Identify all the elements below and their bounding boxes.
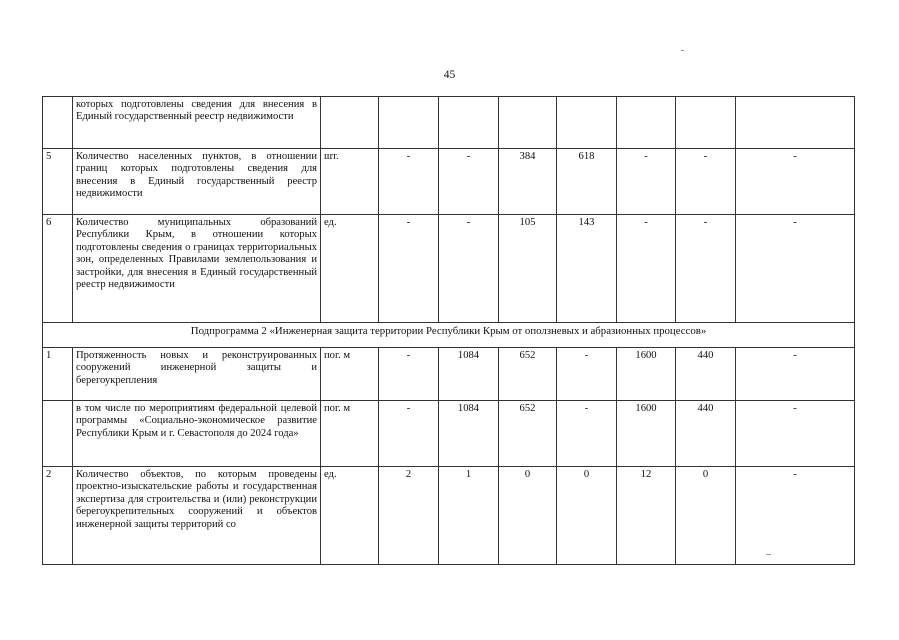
unit-cell: пог. м [321, 401, 379, 467]
unit-cell: пог. м [321, 348, 379, 401]
value-cell: 0 [557, 467, 617, 565]
value-cell [736, 97, 855, 149]
unit-cell: шт. [321, 149, 379, 215]
table-row [43, 467, 855, 565]
scan-speck [766, 554, 771, 555]
value-cell [557, 97, 617, 149]
value-cell: 1600 [617, 401, 676, 467]
value-cell: 440 [676, 401, 736, 467]
row-number [43, 401, 73, 467]
value-cell: - [379, 348, 439, 401]
value-cell [676, 97, 736, 149]
table-row [43, 215, 855, 323]
indicator-name: в том числе по мероприятиям федеральной целевой программы «Социально-экономическое развитие Республики Крым и г. Севастополя до 2024 года» [73, 401, 321, 467]
row-number: 6 [43, 215, 73, 323]
value-cell: 0 [499, 467, 557, 565]
subprogram-row [43, 323, 855, 348]
indicator-name: Количество объектов, по которым проведены проектно-изыскательские работы и государственная экспертиза для строительства и (или) реконструкции берегоукрепительных сооружений и объектов инженерной защиты территорий со [73, 467, 321, 565]
value-cell: - [736, 149, 855, 215]
row-number: 5 [43, 149, 73, 215]
unit-cell: ед. [321, 467, 379, 565]
row-number [43, 97, 73, 149]
table-row [43, 97, 855, 149]
value-cell: 1084 [439, 348, 499, 401]
value-cell: - [736, 401, 855, 467]
indicators-table [42, 96, 855, 565]
value-cell: - [557, 401, 617, 467]
table-row [43, 149, 855, 215]
value-cell [617, 97, 676, 149]
value-cell: 12 [617, 467, 676, 565]
value-cell: - [676, 149, 736, 215]
value-cell: 1 [439, 467, 499, 565]
value-cell: 105 [499, 215, 557, 323]
value-cell: - [736, 467, 855, 565]
indicator-name: Протяженность новых и реконструированных сооружений инженерной защиты и берегоукрепления [73, 348, 321, 401]
page-number: 45 [443, 69, 456, 81]
value-cell: - [557, 348, 617, 401]
indicator-name: Количество населенных пунктов, в отношении границ которых подготовлены сведения для внесения в Единый государственный реестр недвижимости [73, 149, 321, 215]
row-number: 1 [43, 348, 73, 401]
row-number: 2 [43, 467, 73, 565]
value-cell: - [736, 348, 855, 401]
value-cell [499, 97, 557, 149]
value-cell: 384 [499, 149, 557, 215]
value-cell: - [439, 215, 499, 323]
value-cell: 2 [379, 467, 439, 565]
table-row [43, 401, 855, 467]
value-cell: - [379, 215, 439, 323]
indicator-name: Количество муниципальных образований Республики Крым, в отношении которых подготовлены сведения о границах территориальных зон, определенных Правилами землепользования и застройки, для внесения в Единый государственный реестр недвижимости [73, 215, 321, 323]
value-cell: - [736, 215, 855, 323]
unit-cell: ед. [321, 215, 379, 323]
value-cell: 143 [557, 215, 617, 323]
value-cell: 0 [676, 467, 736, 565]
value-cell: - [439, 149, 499, 215]
value-cell: 652 [499, 401, 557, 467]
value-cell: - [379, 149, 439, 215]
value-cell [379, 97, 439, 149]
value-cell: 440 [676, 348, 736, 401]
indicator-name: которых подготовлены сведения для внесения в Единый государственный реестр недвижимости [73, 97, 321, 149]
value-cell: - [379, 401, 439, 467]
value-cell: - [617, 215, 676, 323]
value-cell [439, 97, 499, 149]
scan-speck [681, 50, 684, 51]
table-row [43, 348, 855, 401]
value-cell: - [676, 215, 736, 323]
value-cell: 652 [499, 348, 557, 401]
value-cell: 1600 [617, 348, 676, 401]
unit-cell [321, 97, 379, 149]
value-cell: 618 [557, 149, 617, 215]
subprogram-title: Подпрограмма 2 «Инженерная защита территории Республики Крым от оползневых и абразионных процессов» [43, 323, 855, 348]
value-cell: 1084 [439, 401, 499, 467]
value-cell: - [617, 149, 676, 215]
